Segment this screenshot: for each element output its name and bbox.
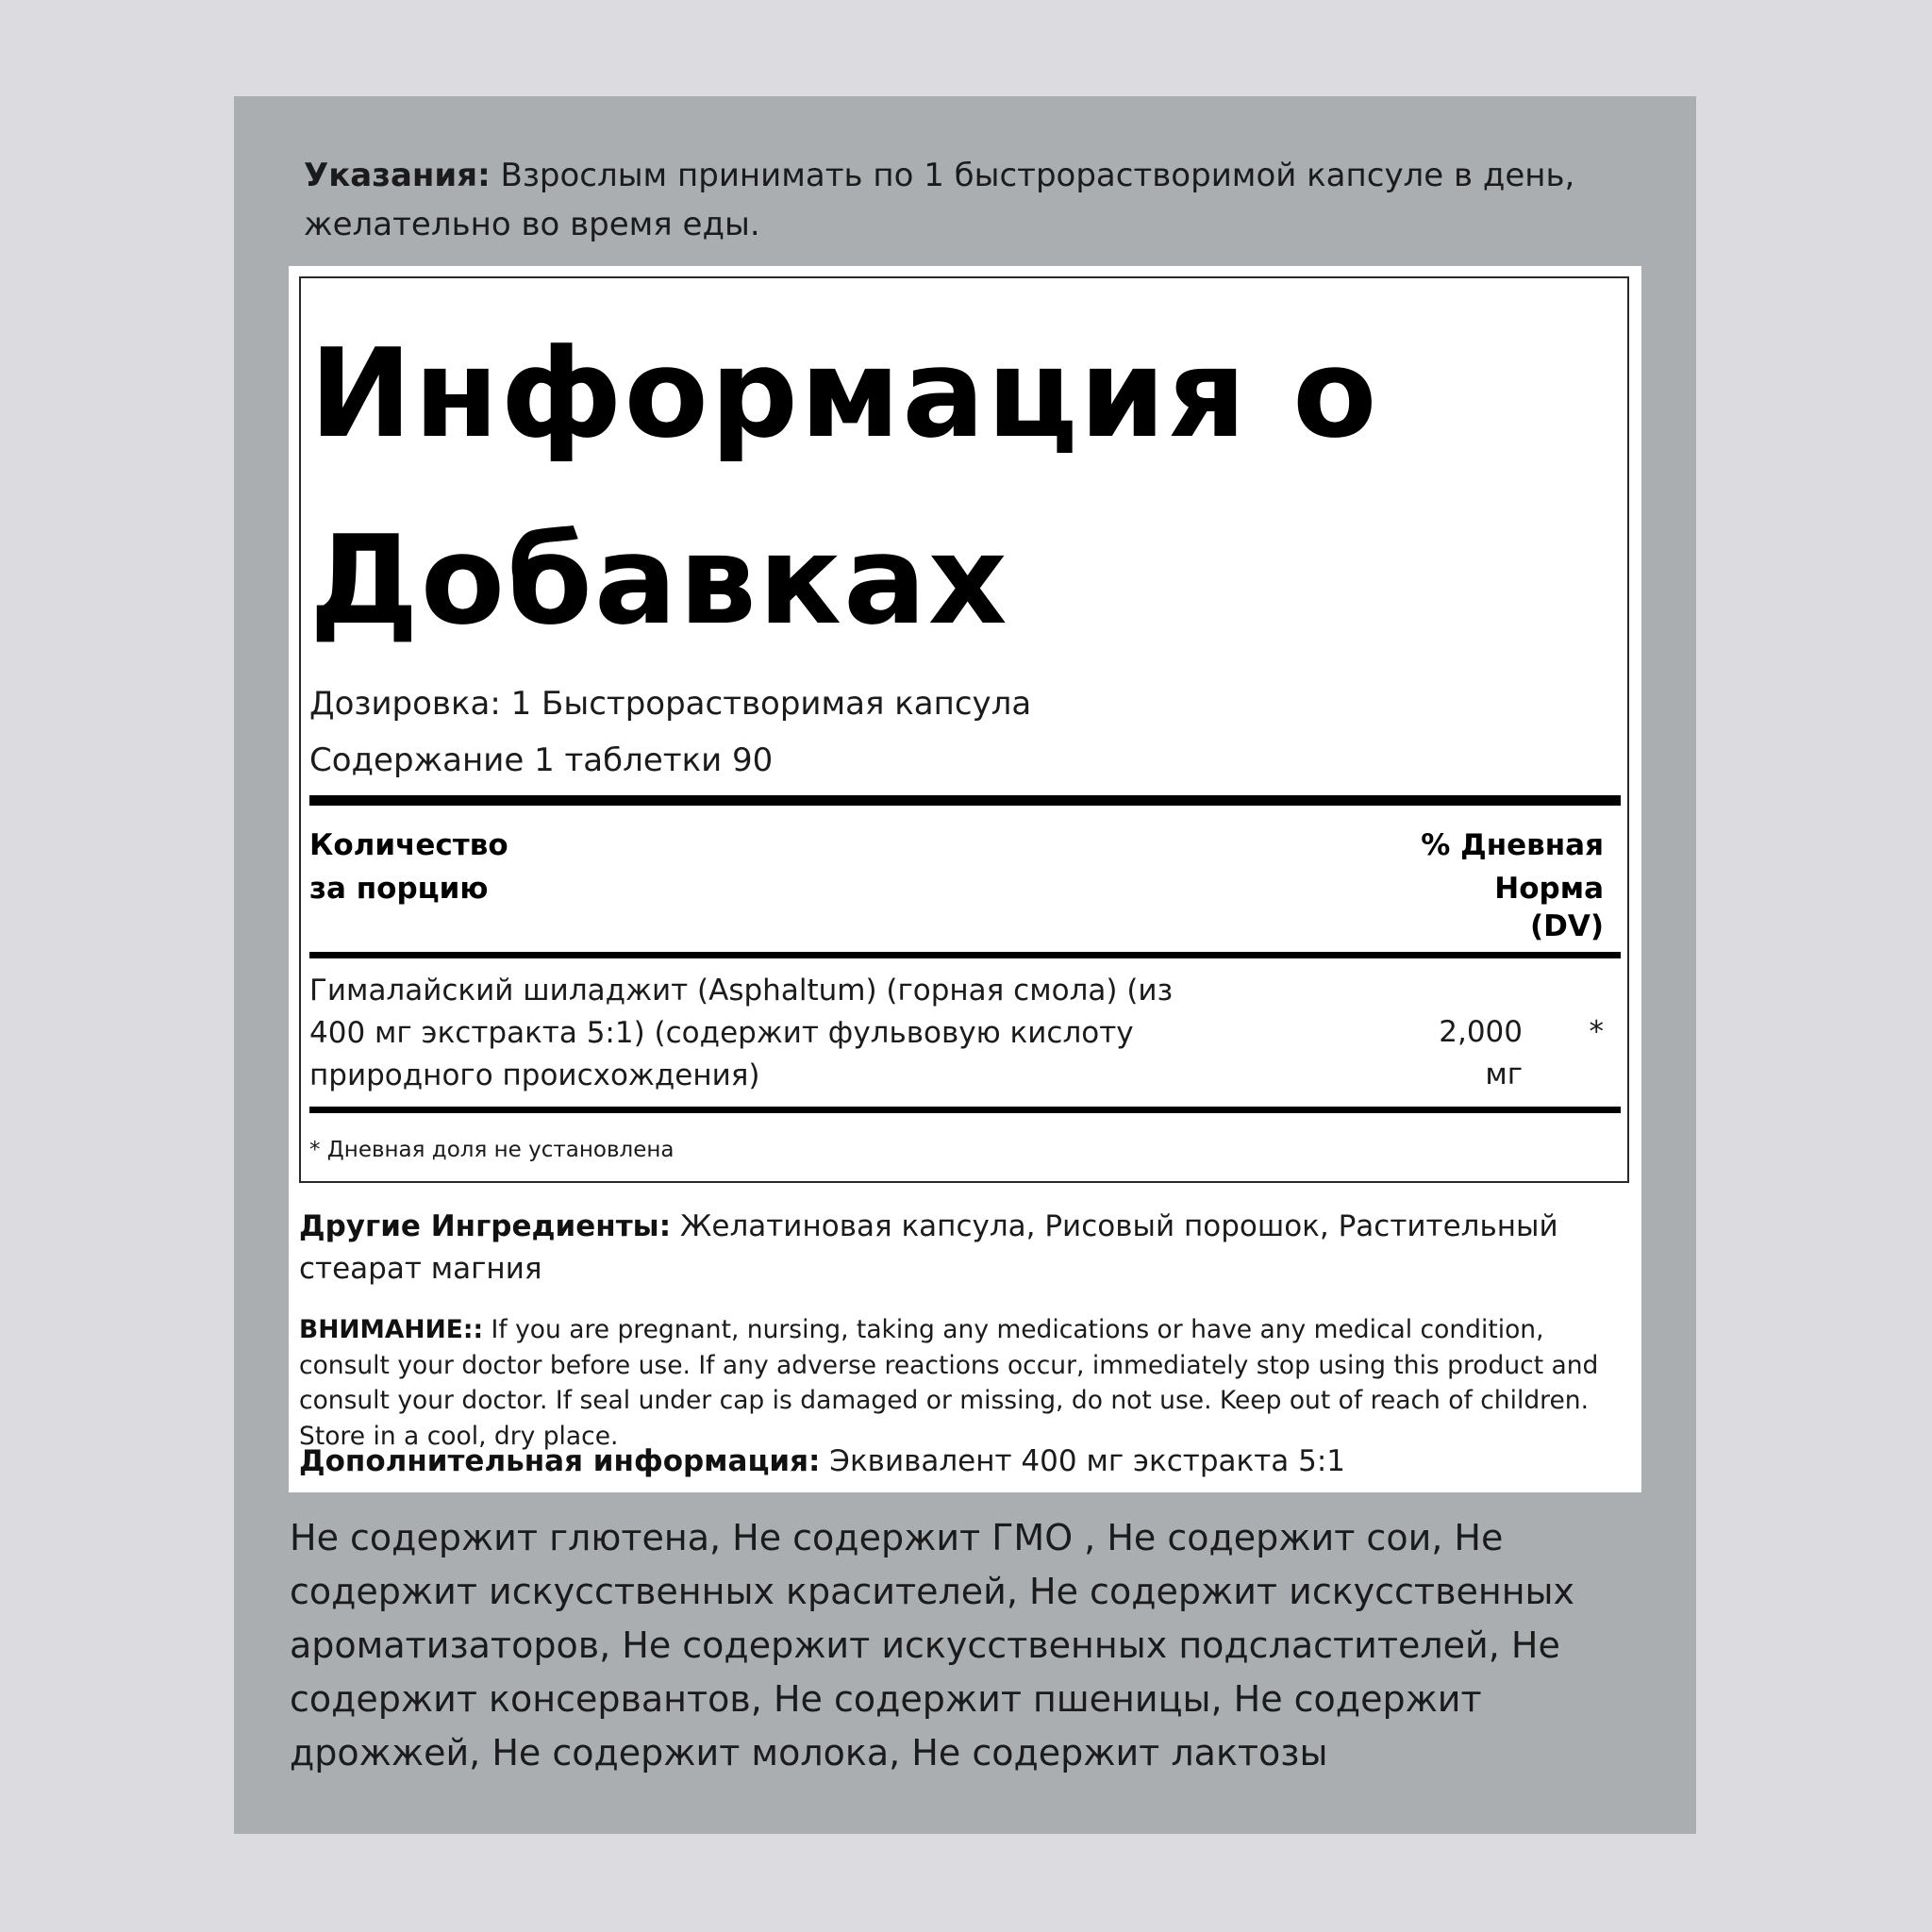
additional-info-text: Эквивалент 400 мг экстракта 5:1 [820,1444,1346,1478]
dv-footnote: * Дневная доля не установлена [309,1138,675,1162]
daily-value-header [1358,824,1604,942]
directions-text [304,151,1643,249]
dv-header-line1: % Дневная [1421,828,1604,862]
other-ingredients-label: Другие Ингредиенты: [299,1209,672,1243]
thick-divider [309,795,1621,806]
other-ingredients-text: Желатиновая капсула, Рисовый порошок, Растительный стеарат магния [299,1209,1558,1286]
ingredient-divider [309,1107,1621,1113]
amount-header-line1: Количество [309,828,508,862]
warning-label: ВНИМАНИЕ:: [299,1315,484,1344]
warning [299,1312,1629,1454]
additional-info-label: Дополнительная информация: [299,1444,821,1478]
free-from-list: Не содержит глютена, Не содержит ГМО , Не содержит сои, Не содержит искусственных красителей, Не содержит искусственных ароматизаторов, Не содержит искусственных подсластителей, Не содержит консервантов, Не содержит пшеницы, Не содержит дрожжей, Не содержит молока, Не содержит лактозы [290,1517,1575,1774]
directions-label: Указания: [304,157,491,194]
supplement-facts-title: Информация о Добавках [309,322,1379,652]
warning-text: If you are pregnant, nursing, taking any medications or have any medical condition, consult your doctor before use. If any adverse reactions occur, immediately stop using this product and consult your doctor. If seal under cap is damaged or missing, do not use. Keep out of reach of children. Store in a cool, dry place. [299,1315,1599,1451]
servings-per-container: Содержание 1 таблетки 90 [309,741,774,779]
amount-per-serving-header [309,824,508,910]
amount-header-line2: за порцию [309,872,489,906]
ingredient-name: Гималайский шиладжит (Asphaltum) (горная смола) (из 400 мг экстракта 5:1) (содержит фульвовую кислоту природного происхождения) [309,974,1174,1092]
dv-header-line2: Норма [1494,872,1604,906]
other-ingredients [299,1206,1629,1291]
serving-size: Дозировка: 1 Быстрорастворимая капсула [309,685,1032,723]
header-divider [309,952,1621,958]
additional-info [299,1440,1629,1483]
ingredient-dv: * [1589,1015,1604,1049]
ingredient-amount: 2,000 мг [1439,1015,1523,1091]
directions-body: Взрослым принимать по 1 быстрорастворимой капсуле в день, желательно во время еды. [304,157,1575,243]
dv-header-line3: (DV) [1529,909,1604,943]
